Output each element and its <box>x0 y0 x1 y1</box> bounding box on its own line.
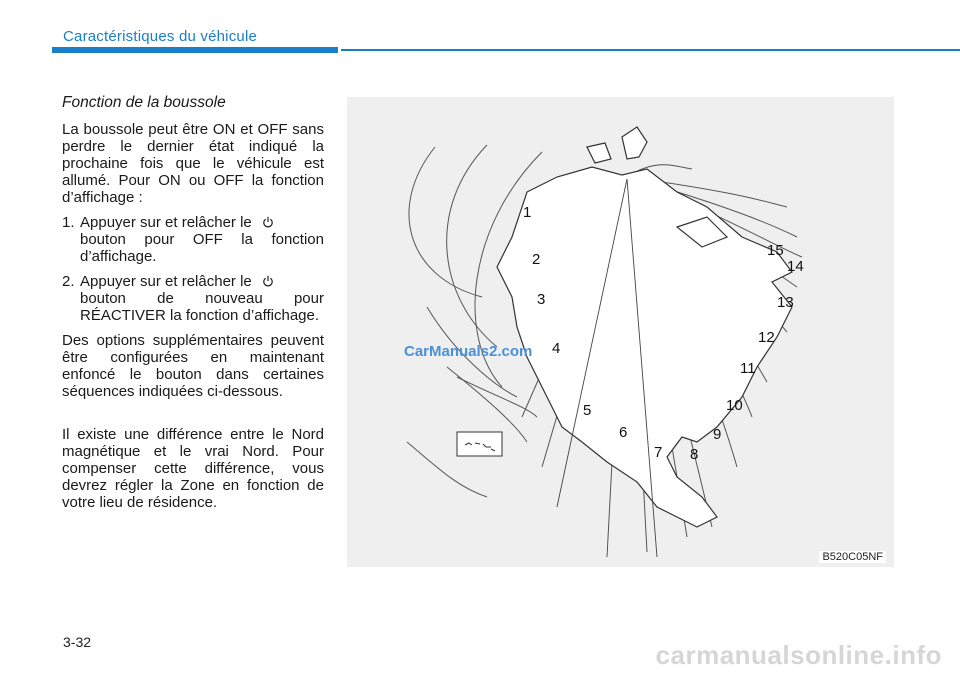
zone-label: 5 <box>583 402 592 419</box>
zone-label: 11 <box>740 360 756 377</box>
zone-label: 4 <box>552 340 561 357</box>
zone-label: 2 <box>532 251 541 268</box>
figure-code: B520C05NF <box>819 551 886 563</box>
zone-label: 7 <box>654 444 663 461</box>
site-watermark: carmanualsonline.info <box>655 640 942 670</box>
step-text-after: bouton pour OFF la fonction d’affichage. <box>80 231 324 265</box>
zone-label: 10 <box>726 397 743 414</box>
zone-label: 9 <box>713 426 722 443</box>
note-paragraph: Il existe une différence entre le Nord magnétique et le vrai Nord. Pour compenser cette différence, vous devrez régler la Zone en fonction de votre lieu de résidence. <box>62 426 324 511</box>
step-text-before: Appuyer sur et relâcher le <box>80 273 252 290</box>
power-icon <box>262 216 274 228</box>
step-text <box>80 273 324 324</box>
step-1 <box>62 214 324 265</box>
zone-label: 13 <box>777 294 794 311</box>
text-column <box>62 94 324 519</box>
north-america-outline <box>497 127 792 527</box>
watermark-text: CarManuals2.com <box>404 343 533 360</box>
zone-label: 8 <box>690 446 699 463</box>
step-text-before: Appuyer sur et relâcher le <box>80 214 252 231</box>
options-paragraph: Des options supplémentaires peuvent être configurées en maintenant enfoncé le bouton dans certaines séquences indiquées ci-dessous. <box>62 332 324 400</box>
step-text-after: bouton de nouveau pour RÉACTIVER la fonction d’affichage. <box>80 290 324 324</box>
hawaii-inset <box>457 432 502 456</box>
step-2 <box>62 273 324 324</box>
step-text <box>80 214 324 265</box>
step-number: 1. <box>62 214 75 231</box>
header-bar-left <box>52 47 338 53</box>
compass-heading: Fonction de la boussole <box>62 94 226 111</box>
compass-zone-map <box>347 97 894 567</box>
power-icon <box>262 275 274 287</box>
header-bar-right <box>341 49 960 51</box>
zone-label: 12 <box>758 329 775 346</box>
zone-label: 14 <box>787 258 804 275</box>
zone-label: 6 <box>619 424 628 441</box>
zone-map-svg <box>347 97 894 567</box>
zone-label: 15 <box>767 242 784 259</box>
page-number: 3-32 <box>63 634 92 650</box>
intro-paragraph: La boussole peut être ON et OFF sans perdre le dernier état indiqué la prochaine fois que le véhicule est allumé. Pour ON ou OFF la fonction d’affichage : <box>62 121 324 206</box>
step-number: 2. <box>62 273 75 290</box>
zone-label: 3 <box>537 291 546 308</box>
zone-label: 1 <box>523 204 532 221</box>
section-title: Caractéristiques du véhicule <box>63 28 258 45</box>
